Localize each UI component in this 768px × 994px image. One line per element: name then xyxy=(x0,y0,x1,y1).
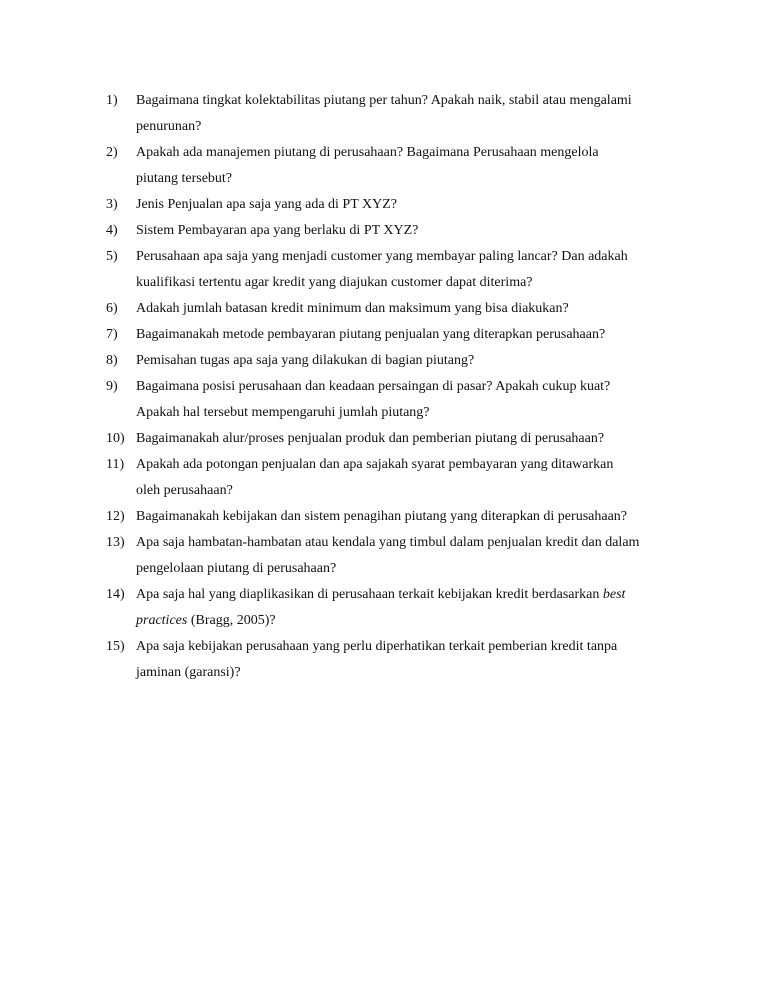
question-line: Adakah jumlah batasan kredit minimum dan maksimum yang bisa diakukan? xyxy=(136,301,569,316)
question-line: Apa saja kebijakan perusahaan yang perlu diperhatikan terkait pemberian kredit tanpa xyxy=(136,639,618,654)
question-text xyxy=(136,530,706,582)
question-item-13 xyxy=(106,530,706,582)
question-line: Perusahaan apa saja yang menjadi customer yang membayar paling lancar? Dan adakah xyxy=(136,249,628,264)
italic-term: best xyxy=(602,587,626,602)
question-text xyxy=(136,192,706,218)
question-line: Bagaimanakah metode pembayaran piutang penjualan yang diterapkan perusahaan? xyxy=(136,327,606,342)
question-item-5 xyxy=(106,244,706,296)
question-number: 11) xyxy=(106,457,125,472)
question-line: penurunan? xyxy=(136,119,202,134)
question-line: Bagaimanakah kebijakan dan sistem penagihan piutang yang diterapkan di perusahaan? xyxy=(136,509,627,524)
question-text xyxy=(136,140,706,192)
question-number: 12) xyxy=(106,509,125,524)
question-text xyxy=(136,322,706,348)
question-item-1 xyxy=(106,88,706,140)
question-text xyxy=(136,634,706,686)
question-number: 14) xyxy=(106,587,125,602)
question-item-4 xyxy=(106,218,706,244)
question-item-7 xyxy=(106,322,706,348)
question-line: Bagaimana tingkat kolektabilitas piutang per tahun? Apakah naik, stabil atau mengalami xyxy=(136,93,632,108)
question-number: 3) xyxy=(106,197,118,212)
question-line: Apakah ada potongan penjualan dan apa sajakah syarat pembayaran yang ditawarkan xyxy=(136,457,614,472)
question-line: Bagaimana posisi perusahaan dan keadaan persaingan di pasar? Apakah cukup kuat? xyxy=(136,379,611,394)
citation-text: (Bragg, 2005)? xyxy=(187,613,276,628)
question-text xyxy=(136,452,706,504)
question-item-15 xyxy=(106,634,706,686)
question-text xyxy=(136,582,706,634)
question-line: pengelolaan piutang di perusahaan? xyxy=(136,561,337,576)
question-number: 8) xyxy=(106,353,118,368)
question-line xyxy=(136,582,706,608)
question-number: 10) xyxy=(106,431,125,446)
question-line: Apakah ada manajemen piutang di perusahaan? Bagaimana Perusahaan mengelola xyxy=(136,145,599,160)
question-number: 5) xyxy=(106,249,118,264)
question-item-10 xyxy=(106,426,706,452)
question-line xyxy=(136,608,706,634)
question-text xyxy=(136,296,706,322)
italic-term: practices xyxy=(136,613,188,628)
question-item-3 xyxy=(106,192,706,218)
question-line: Apakah hal tersebut mempengaruhi jumlah piutang? xyxy=(136,405,430,420)
question-text xyxy=(136,348,706,374)
question-item-9 xyxy=(106,374,706,426)
question-line: kualifikasi tertentu agar kredit yang diajukan customer dapat diterima? xyxy=(136,275,533,290)
question-line: Pemisahan tugas apa saja yang dilakukan di bagian piutang? xyxy=(136,353,475,368)
question-line: Jenis Penjualan apa saja yang ada di PT XYZ? xyxy=(136,197,398,212)
question-item-14 xyxy=(106,582,706,634)
question-number: 9) xyxy=(106,379,118,394)
question-item-6 xyxy=(106,296,706,322)
question-line: Bagaimanakah alur/proses penjualan produk dan pemberian piutang di perusahaan? xyxy=(136,431,605,446)
question-number: 7) xyxy=(106,327,118,342)
question-number: 1) xyxy=(106,93,118,108)
question-item-12 xyxy=(106,504,706,530)
question-line-text: Apa saja hal yang diaplikasikan di perusahaan terkait kebijakan kredit berdasarkan xyxy=(136,587,603,602)
question-item-11 xyxy=(106,452,706,504)
question-text xyxy=(136,244,706,296)
question-line: Sistem Pembayaran apa yang berlaku di PT XYZ? xyxy=(136,223,419,238)
question-line: piutang tersebut? xyxy=(136,171,233,186)
question-list xyxy=(106,88,706,686)
question-number: 4) xyxy=(106,223,118,238)
question-text xyxy=(136,88,706,140)
question-item-8 xyxy=(106,348,706,374)
question-number: 6) xyxy=(106,301,118,316)
question-text xyxy=(136,218,706,244)
question-number: 2) xyxy=(106,145,118,160)
question-item-2 xyxy=(106,140,706,192)
question-text xyxy=(136,374,706,426)
question-line: Apa saja hambatan-hambatan atau kendala yang timbul dalam penjualan kredit dan dalam xyxy=(136,535,640,550)
question-number: 13) xyxy=(106,535,125,550)
question-line: jaminan (garansi)? xyxy=(136,665,241,680)
question-text xyxy=(136,504,706,530)
question-text xyxy=(136,426,706,452)
question-number: 15) xyxy=(106,639,125,654)
question-line: oleh perusahaan? xyxy=(136,483,233,498)
